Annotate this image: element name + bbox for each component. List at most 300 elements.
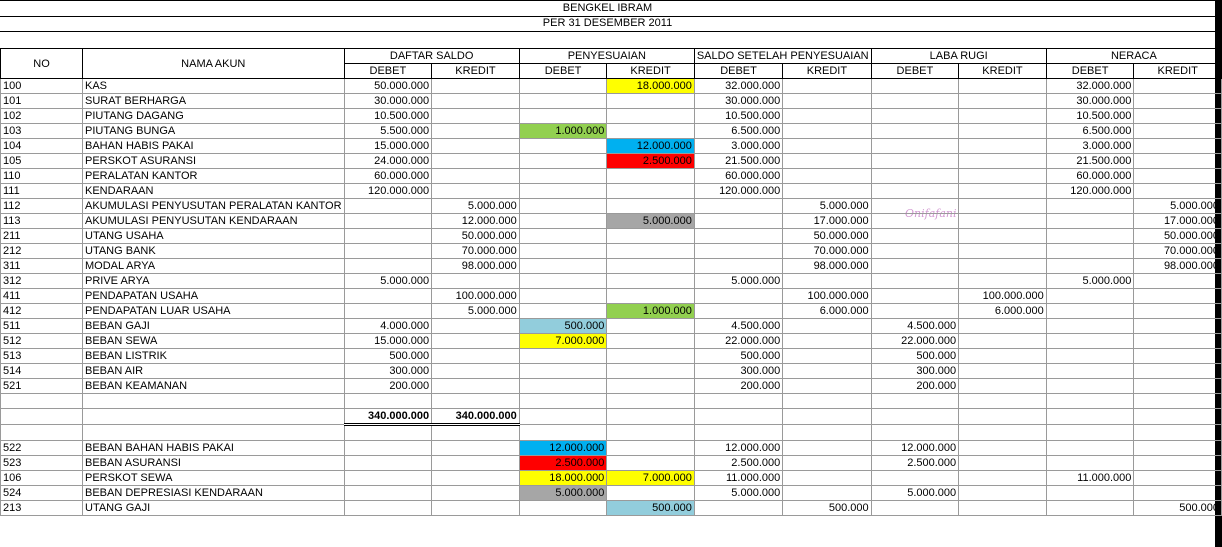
- penyesuaian-debet-cell[interactable]: [519, 184, 607, 199]
- empty-cell[interactable]: [959, 425, 1047, 441]
- laba-rugi-kredit-cell[interactable]: [959, 409, 1047, 425]
- daftar-saldo-kredit-cell[interactable]: 5.000.000: [432, 304, 520, 319]
- daftar-saldo-kredit-cell[interactable]: [432, 139, 520, 154]
- penyesuaian-kredit-cell[interactable]: 500.000: [607, 501, 695, 516]
- saldo-setelah-debet-cell[interactable]: 4.500.000: [694, 319, 782, 334]
- penyesuaian-kredit-cell[interactable]: 18.000.000: [607, 79, 695, 94]
- neraca-debet-cell[interactable]: [1046, 349, 1134, 364]
- neraca-kredit-cell[interactable]: [1134, 349, 1222, 364]
- laba-rugi-debet-cell[interactable]: [871, 79, 959, 94]
- account-number-cell[interactable]: 523: [1, 456, 83, 471]
- laba-rugi-kredit-cell[interactable]: [959, 184, 1047, 199]
- empty-cell[interactable]: [607, 394, 695, 409]
- account-number-cell[interactable]: 412: [1, 304, 83, 319]
- saldo-setelah-kredit-cell[interactable]: 100.000.000: [783, 289, 871, 304]
- penyesuaian-debet-cell[interactable]: [519, 274, 607, 289]
- laba-rugi-kredit-cell[interactable]: 6.000.000: [959, 304, 1047, 319]
- laba-rugi-debet-cell[interactable]: 22.000.000: [871, 334, 959, 349]
- saldo-setelah-debet-cell[interactable]: 500.000: [694, 349, 782, 364]
- penyesuaian-kredit-cell[interactable]: [607, 274, 695, 289]
- penyesuaian-debet-cell[interactable]: [519, 379, 607, 394]
- neraca-kredit-cell[interactable]: [1134, 154, 1222, 169]
- daftar-saldo-kredit-cell[interactable]: [432, 334, 520, 349]
- daftar-saldo-debet-cell[interactable]: 24.000.000: [344, 154, 432, 169]
- penyesuaian-kredit-cell[interactable]: [607, 486, 695, 501]
- account-name-cell[interactable]: PENDAPATAN LUAR USAHA: [83, 304, 345, 319]
- daftar-saldo-kredit-cell[interactable]: 70.000.000: [432, 244, 520, 259]
- penyesuaian-kredit-cell[interactable]: [607, 259, 695, 274]
- penyesuaian-kredit-cell[interactable]: [607, 109, 695, 124]
- neraca-kredit-cell[interactable]: [1134, 409, 1222, 425]
- penyesuaian-kredit-cell[interactable]: [607, 289, 695, 304]
- daftar-saldo-debet-cell[interactable]: [344, 214, 432, 229]
- neraca-kredit-cell[interactable]: [1134, 124, 1222, 139]
- empty-cell[interactable]: [607, 425, 695, 441]
- penyesuaian-kredit-cell[interactable]: 5.000.000: [607, 214, 695, 229]
- daftar-saldo-debet-cell[interactable]: 30.000.000: [344, 94, 432, 109]
- penyesuaian-kredit-cell[interactable]: [607, 334, 695, 349]
- account-name-cell[interactable]: AKUMULASI PENYUSUTAN KENDARAAN: [83, 214, 345, 229]
- saldo-setelah-kredit-cell[interactable]: [783, 486, 871, 501]
- penyesuaian-debet-cell[interactable]: [519, 94, 607, 109]
- neraca-kredit-cell[interactable]: [1134, 79, 1222, 94]
- account-name-cell[interactable]: UTANG USAHA: [83, 229, 345, 244]
- daftar-saldo-kredit-cell[interactable]: [432, 274, 520, 289]
- laba-rugi-kredit-cell[interactable]: [959, 349, 1047, 364]
- saldo-setelah-kredit-cell[interactable]: 70.000.000: [783, 244, 871, 259]
- daftar-saldo-kredit-cell[interactable]: [432, 169, 520, 184]
- daftar-saldo-kredit-cell[interactable]: [432, 124, 520, 139]
- account-name-cell[interactable]: UTANG BANK: [83, 244, 345, 259]
- penyesuaian-debet-cell[interactable]: 18.000.000: [519, 471, 607, 486]
- account-number-cell[interactable]: 512: [1, 334, 83, 349]
- penyesuaian-debet-cell[interactable]: 5.000.000: [519, 486, 607, 501]
- neraca-debet-cell[interactable]: [1046, 501, 1134, 516]
- laba-rugi-kredit-cell[interactable]: [959, 244, 1047, 259]
- neraca-kredit-cell[interactable]: 98.000.000: [1134, 259, 1222, 274]
- account-name-cell[interactable]: BEBAN AIR: [83, 364, 345, 379]
- saldo-setelah-kredit-cell[interactable]: [783, 456, 871, 471]
- daftar-saldo-kredit-cell[interactable]: [432, 379, 520, 394]
- neraca-debet-cell[interactable]: 3.000.000: [1046, 139, 1134, 154]
- account-number-cell[interactable]: 522: [1, 441, 83, 456]
- saldo-setelah-kredit-cell[interactable]: [783, 334, 871, 349]
- daftar-saldo-kredit-cell[interactable]: [432, 79, 520, 94]
- empty-cell[interactable]: [1046, 394, 1134, 409]
- neraca-debet-cell[interactable]: [1046, 304, 1134, 319]
- laba-rugi-debet-cell[interactable]: [871, 214, 959, 229]
- account-name-cell[interactable]: BEBAN KEAMANAN: [83, 379, 345, 394]
- saldo-setelah-kredit-cell[interactable]: 98.000.000: [783, 259, 871, 274]
- account-number-cell[interactable]: 513: [1, 349, 83, 364]
- account-name-cell[interactable]: AKUMULASI PENYUSUTAN PERALATAN KANTOR: [83, 199, 345, 214]
- laba-rugi-debet-cell[interactable]: [871, 199, 959, 214]
- neraca-debet-cell[interactable]: [1046, 441, 1134, 456]
- penyesuaian-debet-cell[interactable]: [519, 259, 607, 274]
- laba-rugi-debet-cell[interactable]: [871, 304, 959, 319]
- daftar-saldo-debet-cell[interactable]: 500.000: [344, 349, 432, 364]
- penyesuaian-debet-cell[interactable]: [519, 501, 607, 516]
- neraca-debet-cell[interactable]: [1046, 319, 1134, 334]
- laba-rugi-debet-cell[interactable]: 500.000: [871, 349, 959, 364]
- penyesuaian-kredit-cell[interactable]: [607, 244, 695, 259]
- neraca-kredit-cell[interactable]: [1134, 94, 1222, 109]
- daftar-saldo-debet-cell[interactable]: 10.500.000: [344, 109, 432, 124]
- penyesuaian-kredit-cell[interactable]: 12.000.000: [607, 139, 695, 154]
- account-name-cell[interactable]: BAHAN HABIS PAKAI: [83, 139, 345, 154]
- neraca-kredit-cell[interactable]: 17.000.000: [1134, 214, 1222, 229]
- saldo-setelah-debet-cell[interactable]: 60.000.000: [694, 169, 782, 184]
- laba-rugi-debet-cell[interactable]: [871, 259, 959, 274]
- laba-rugi-debet-cell[interactable]: 300.000: [871, 364, 959, 379]
- daftar-saldo-kredit-cell[interactable]: 12.000.000: [432, 214, 520, 229]
- neraca-kredit-cell[interactable]: [1134, 334, 1222, 349]
- daftar-saldo-debet-cell[interactable]: [344, 471, 432, 486]
- daftar-saldo-debet-cell[interactable]: 15.000.000: [344, 139, 432, 154]
- neraca-debet-cell[interactable]: 60.000.000: [1046, 169, 1134, 184]
- neraca-kredit-cell[interactable]: [1134, 304, 1222, 319]
- empty-cell[interactable]: [783, 425, 871, 441]
- saldo-setelah-debet-cell[interactable]: [694, 199, 782, 214]
- daftar-saldo-debet-cell[interactable]: 15.000.000: [344, 334, 432, 349]
- neraca-debet-cell[interactable]: [1046, 199, 1134, 214]
- saldo-setelah-debet-cell[interactable]: 21.500.000: [694, 154, 782, 169]
- account-number-cell[interactable]: 211: [1, 229, 83, 244]
- daftar-saldo-debet-cell[interactable]: 5.000.000: [344, 274, 432, 289]
- empty-cell[interactable]: [344, 394, 432, 409]
- neraca-kredit-cell[interactable]: 5.000.000: [1134, 199, 1222, 214]
- account-number-cell[interactable]: 511: [1, 319, 83, 334]
- saldo-setelah-debet-cell[interactable]: [694, 409, 782, 425]
- account-number-cell[interactable]: 213: [1, 501, 83, 516]
- account-name-cell[interactable]: KENDARAAN: [83, 184, 345, 199]
- laba-rugi-kredit-cell[interactable]: [959, 79, 1047, 94]
- account-name-cell[interactable]: SURAT BERHARGA: [83, 94, 345, 109]
- daftar-saldo-debet-cell[interactable]: [344, 199, 432, 214]
- neraca-debet-cell[interactable]: [1046, 486, 1134, 501]
- laba-rugi-kredit-cell[interactable]: [959, 456, 1047, 471]
- penyesuaian-kredit-cell[interactable]: [607, 379, 695, 394]
- saldo-setelah-kredit-cell[interactable]: [783, 274, 871, 289]
- saldo-setelah-kredit-cell[interactable]: 5.000.000: [783, 199, 871, 214]
- account-number-cell[interactable]: 311: [1, 259, 83, 274]
- daftar-saldo-kredit-cell[interactable]: [432, 441, 520, 456]
- neraca-debet-cell[interactable]: [1046, 334, 1134, 349]
- empty-cell[interactable]: [871, 394, 959, 409]
- penyesuaian-debet-cell[interactable]: [519, 289, 607, 304]
- account-name-cell[interactable]: BEBAN SEWA: [83, 334, 345, 349]
- daftar-saldo-debet-cell[interactable]: 4.000.000: [344, 319, 432, 334]
- account-name-cell[interactable]: PERSKOT SEWA: [83, 471, 345, 486]
- daftar-saldo-debet-cell[interactable]: 340.000.000: [344, 409, 432, 425]
- saldo-setelah-debet-cell[interactable]: 32.000.000: [694, 79, 782, 94]
- daftar-saldo-kredit-cell[interactable]: 50.000.000: [432, 229, 520, 244]
- penyesuaian-debet-cell[interactable]: [519, 364, 607, 379]
- penyesuaian-debet-cell[interactable]: [519, 229, 607, 244]
- laba-rugi-debet-cell[interactable]: 5.000.000: [871, 486, 959, 501]
- laba-rugi-kredit-cell[interactable]: [959, 471, 1047, 486]
- neraca-kredit-cell[interactable]: [1134, 471, 1222, 486]
- saldo-setelah-kredit-cell[interactable]: 6.000.000: [783, 304, 871, 319]
- saldo-setelah-kredit-cell[interactable]: [783, 154, 871, 169]
- saldo-setelah-debet-cell[interactable]: [694, 259, 782, 274]
- penyesuaian-debet-cell[interactable]: [519, 109, 607, 124]
- daftar-saldo-debet-cell[interactable]: [344, 229, 432, 244]
- neraca-debet-cell[interactable]: [1046, 456, 1134, 471]
- empty-cell[interactable]: [344, 425, 432, 441]
- saldo-setelah-kredit-cell[interactable]: [783, 441, 871, 456]
- neraca-debet-cell[interactable]: 21.500.000: [1046, 154, 1134, 169]
- laba-rugi-kredit-cell[interactable]: [959, 199, 1047, 214]
- neraca-kredit-cell[interactable]: [1134, 319, 1222, 334]
- daftar-saldo-debet-cell[interactable]: 50.000.000: [344, 79, 432, 94]
- neraca-debet-cell[interactable]: [1046, 229, 1134, 244]
- laba-rugi-kredit-cell[interactable]: [959, 486, 1047, 501]
- daftar-saldo-kredit-cell[interactable]: [432, 456, 520, 471]
- account-name-cell[interactable]: PENDAPATAN USAHA: [83, 289, 345, 304]
- laba-rugi-debet-cell[interactable]: 12.000.000: [871, 441, 959, 456]
- saldo-setelah-debet-cell[interactable]: 2.500.000: [694, 456, 782, 471]
- penyesuaian-kredit-cell[interactable]: [607, 456, 695, 471]
- laba-rugi-debet-cell[interactable]: 200.000: [871, 379, 959, 394]
- daftar-saldo-kredit-cell[interactable]: [432, 154, 520, 169]
- laba-rugi-kredit-cell[interactable]: [959, 94, 1047, 109]
- penyesuaian-debet-cell[interactable]: [519, 199, 607, 214]
- account-number-cell[interactable]: 100: [1, 79, 83, 94]
- empty-cell[interactable]: [1134, 425, 1222, 441]
- saldo-setelah-kredit-cell[interactable]: [783, 94, 871, 109]
- empty-cell[interactable]: [83, 394, 345, 409]
- account-name-cell[interactable]: PERALATAN KANTOR: [83, 169, 345, 184]
- neraca-kredit-cell[interactable]: 70.000.000: [1134, 244, 1222, 259]
- daftar-saldo-kredit-cell[interactable]: [432, 471, 520, 486]
- laba-rugi-debet-cell[interactable]: [871, 229, 959, 244]
- neraca-kredit-cell[interactable]: [1134, 441, 1222, 456]
- neraca-debet-cell[interactable]: [1046, 214, 1134, 229]
- daftar-saldo-debet-cell[interactable]: [344, 441, 432, 456]
- penyesuaian-kredit-cell[interactable]: 1.000.000: [607, 304, 695, 319]
- laba-rugi-kredit-cell[interactable]: [959, 259, 1047, 274]
- saldo-setelah-debet-cell[interactable]: 22.000.000: [694, 334, 782, 349]
- laba-rugi-debet-cell[interactable]: [871, 244, 959, 259]
- saldo-setelah-kredit-cell[interactable]: 500.000: [783, 501, 871, 516]
- penyesuaian-debet-cell[interactable]: [519, 244, 607, 259]
- account-number-cell[interactable]: 110: [1, 169, 83, 184]
- daftar-saldo-debet-cell[interactable]: 120.000.000: [344, 184, 432, 199]
- saldo-setelah-debet-cell[interactable]: 6.500.000: [694, 124, 782, 139]
- neraca-debet-cell[interactable]: [1046, 259, 1134, 274]
- saldo-setelah-debet-cell[interactable]: 300.000: [694, 364, 782, 379]
- daftar-saldo-debet-cell[interactable]: 5.500.000: [344, 124, 432, 139]
- laba-rugi-debet-cell[interactable]: [871, 409, 959, 425]
- account-name-cell[interactable]: BEBAN DEPRESIASI KENDARAAN: [83, 486, 345, 501]
- daftar-saldo-debet-cell[interactable]: 60.000.000: [344, 169, 432, 184]
- neraca-debet-cell[interactable]: [1046, 244, 1134, 259]
- daftar-saldo-debet-cell[interactable]: [344, 304, 432, 319]
- neraca-kredit-cell[interactable]: [1134, 486, 1222, 501]
- daftar-saldo-debet-cell[interactable]: [344, 244, 432, 259]
- daftar-saldo-debet-cell[interactable]: [344, 456, 432, 471]
- empty-cell[interactable]: [519, 425, 607, 441]
- saldo-setelah-debet-cell[interactable]: [694, 214, 782, 229]
- laba-rugi-kredit-cell[interactable]: [959, 274, 1047, 289]
- daftar-saldo-kredit-cell[interactable]: [432, 94, 520, 109]
- neraca-kredit-cell[interactable]: 50.000.000: [1134, 229, 1222, 244]
- saldo-setelah-debet-cell[interactable]: 10.500.000: [694, 109, 782, 124]
- neraca-debet-cell[interactable]: 120.000.000: [1046, 184, 1134, 199]
- daftar-saldo-kredit-cell[interactable]: [432, 184, 520, 199]
- saldo-setelah-kredit-cell[interactable]: [783, 124, 871, 139]
- saldo-setelah-kredit-cell[interactable]: [783, 139, 871, 154]
- saldo-setelah-kredit-cell[interactable]: [783, 364, 871, 379]
- penyesuaian-debet-cell[interactable]: [519, 154, 607, 169]
- penyesuaian-kredit-cell[interactable]: 2.500.000: [607, 154, 695, 169]
- empty-cell[interactable]: [1046, 425, 1134, 441]
- laba-rugi-debet-cell[interactable]: [871, 274, 959, 289]
- account-number-cell[interactable]: 103: [1, 124, 83, 139]
- saldo-setelah-debet-cell[interactable]: [694, 244, 782, 259]
- penyesuaian-kredit-cell[interactable]: [607, 184, 695, 199]
- neraca-kredit-cell[interactable]: [1134, 379, 1222, 394]
- daftar-saldo-kredit-cell[interactable]: [432, 364, 520, 379]
- saldo-setelah-debet-cell[interactable]: 200.000: [694, 379, 782, 394]
- neraca-debet-cell[interactable]: 11.000.000: [1046, 471, 1134, 486]
- account-name-cell[interactable]: [83, 409, 345, 425]
- penyesuaian-debet-cell[interactable]: [519, 349, 607, 364]
- neraca-kredit-cell[interactable]: [1134, 364, 1222, 379]
- laba-rugi-kredit-cell[interactable]: [959, 154, 1047, 169]
- daftar-saldo-debet-cell[interactable]: [344, 486, 432, 501]
- daftar-saldo-kredit-cell[interactable]: [432, 501, 520, 516]
- empty-cell[interactable]: [519, 394, 607, 409]
- empty-cell[interactable]: [694, 425, 782, 441]
- empty-cell[interactable]: [1, 394, 83, 409]
- empty-cell[interactable]: [783, 394, 871, 409]
- daftar-saldo-kredit-cell[interactable]: [432, 349, 520, 364]
- penyesuaian-kredit-cell[interactable]: [607, 124, 695, 139]
- neraca-debet-cell[interactable]: [1046, 409, 1134, 425]
- penyesuaian-kredit-cell[interactable]: [607, 94, 695, 109]
- account-number-cell[interactable]: [1, 409, 83, 425]
- penyesuaian-debet-cell[interactable]: [519, 79, 607, 94]
- saldo-setelah-debet-cell[interactable]: [694, 501, 782, 516]
- penyesuaian-debet-cell[interactable]: [519, 214, 607, 229]
- laba-rugi-debet-cell[interactable]: [871, 471, 959, 486]
- saldo-setelah-kredit-cell[interactable]: [783, 349, 871, 364]
- account-number-cell[interactable]: 101: [1, 94, 83, 109]
- saldo-setelah-debet-cell[interactable]: [694, 304, 782, 319]
- daftar-saldo-kredit-cell[interactable]: [432, 486, 520, 501]
- account-number-cell[interactable]: 411: [1, 289, 83, 304]
- account-name-cell[interactable]: UTANG GAJI: [83, 501, 345, 516]
- empty-cell[interactable]: [432, 425, 520, 441]
- penyesuaian-debet-cell[interactable]: 1.000.000: [519, 124, 607, 139]
- daftar-saldo-kredit-cell[interactable]: 340.000.000: [432, 409, 520, 425]
- penyesuaian-debet-cell[interactable]: [519, 409, 607, 425]
- saldo-setelah-kredit-cell[interactable]: [783, 109, 871, 124]
- laba-rugi-debet-cell[interactable]: [871, 154, 959, 169]
- laba-rugi-kredit-cell[interactable]: [959, 139, 1047, 154]
- saldo-setelah-kredit-cell[interactable]: [783, 79, 871, 94]
- neraca-debet-cell[interactable]: 32.000.000: [1046, 79, 1134, 94]
- penyesuaian-debet-cell[interactable]: [519, 169, 607, 184]
- laba-rugi-debet-cell[interactable]: [871, 289, 959, 304]
- penyesuaian-debet-cell[interactable]: [519, 304, 607, 319]
- account-name-cell[interactable]: BEBAN LISTRIK: [83, 349, 345, 364]
- saldo-setelah-debet-cell[interactable]: [694, 289, 782, 304]
- neraca-debet-cell[interactable]: 6.500.000: [1046, 124, 1134, 139]
- neraca-debet-cell[interactable]: [1046, 364, 1134, 379]
- account-name-cell[interactable]: PERSKOT ASURANSI: [83, 154, 345, 169]
- account-name-cell[interactable]: BEBAN GAJI: [83, 319, 345, 334]
- laba-rugi-kredit-cell[interactable]: [959, 319, 1047, 334]
- saldo-setelah-debet-cell[interactable]: 5.000.000: [694, 486, 782, 501]
- saldo-setelah-kredit-cell[interactable]: [783, 319, 871, 334]
- daftar-saldo-debet-cell[interactable]: 300.000: [344, 364, 432, 379]
- account-number-cell[interactable]: 521: [1, 379, 83, 394]
- daftar-saldo-debet-cell[interactable]: [344, 501, 432, 516]
- account-number-cell[interactable]: 105: [1, 154, 83, 169]
- saldo-setelah-debet-cell[interactable]: 12.000.000: [694, 441, 782, 456]
- laba-rugi-debet-cell[interactable]: 4.500.000: [871, 319, 959, 334]
- account-name-cell[interactable]: MODAL ARYA: [83, 259, 345, 274]
- empty-cell[interactable]: [959, 394, 1047, 409]
- penyesuaian-kredit-cell[interactable]: [607, 364, 695, 379]
- saldo-setelah-debet-cell[interactable]: 3.000.000: [694, 139, 782, 154]
- saldo-setelah-debet-cell[interactable]: 5.000.000: [694, 274, 782, 289]
- empty-cell[interactable]: [1, 425, 83, 441]
- laba-rugi-kredit-cell[interactable]: [959, 109, 1047, 124]
- laba-rugi-kredit-cell[interactable]: [959, 379, 1047, 394]
- saldo-setelah-kredit-cell[interactable]: [783, 169, 871, 184]
- saldo-setelah-kredit-cell[interactable]: 17.000.000: [783, 214, 871, 229]
- laba-rugi-debet-cell[interactable]: [871, 139, 959, 154]
- saldo-setelah-kredit-cell[interactable]: [783, 379, 871, 394]
- saldo-setelah-debet-cell[interactable]: 30.000.000: [694, 94, 782, 109]
- laba-rugi-kredit-cell[interactable]: 100.000.000: [959, 289, 1047, 304]
- laba-rugi-kredit-cell[interactable]: [959, 124, 1047, 139]
- neraca-kredit-cell[interactable]: [1134, 169, 1222, 184]
- laba-rugi-kredit-cell[interactable]: [959, 169, 1047, 184]
- laba-rugi-kredit-cell[interactable]: [959, 214, 1047, 229]
- account-name-cell[interactable]: KAS: [83, 79, 345, 94]
- neraca-kredit-cell[interactable]: [1134, 109, 1222, 124]
- daftar-saldo-kredit-cell[interactable]: 100.000.000: [432, 289, 520, 304]
- neraca-kredit-cell[interactable]: [1134, 274, 1222, 289]
- empty-cell[interactable]: [83, 425, 345, 441]
- saldo-setelah-debet-cell[interactable]: [694, 229, 782, 244]
- neraca-debet-cell[interactable]: [1046, 289, 1134, 304]
- account-name-cell[interactable]: BEBAN BAHAN HABIS PAKAI: [83, 441, 345, 456]
- empty-cell[interactable]: [1134, 394, 1222, 409]
- laba-rugi-debet-cell[interactable]: [871, 124, 959, 139]
- saldo-setelah-kredit-cell[interactable]: 50.000.000: [783, 229, 871, 244]
- daftar-saldo-debet-cell[interactable]: [344, 259, 432, 274]
- penyesuaian-kredit-cell[interactable]: [607, 319, 695, 334]
- neraca-debet-cell[interactable]: 10.500.000: [1046, 109, 1134, 124]
- laba-rugi-debet-cell[interactable]: [871, 501, 959, 516]
- neraca-debet-cell[interactable]: 5.000.000: [1046, 274, 1134, 289]
- account-name-cell[interactable]: BEBAN ASURANSI: [83, 456, 345, 471]
- penyesuaian-debet-cell[interactable]: [519, 139, 607, 154]
- account-name-cell[interactable]: PIUTANG BUNGA: [83, 124, 345, 139]
- neraca-kredit-cell[interactable]: [1134, 139, 1222, 154]
- account-number-cell[interactable]: 113: [1, 214, 83, 229]
- saldo-setelah-kredit-cell[interactable]: [783, 409, 871, 425]
- penyesuaian-kredit-cell[interactable]: [607, 349, 695, 364]
- account-name-cell[interactable]: PIUTANG DAGANG: [83, 109, 345, 124]
- empty-cell[interactable]: [432, 394, 520, 409]
